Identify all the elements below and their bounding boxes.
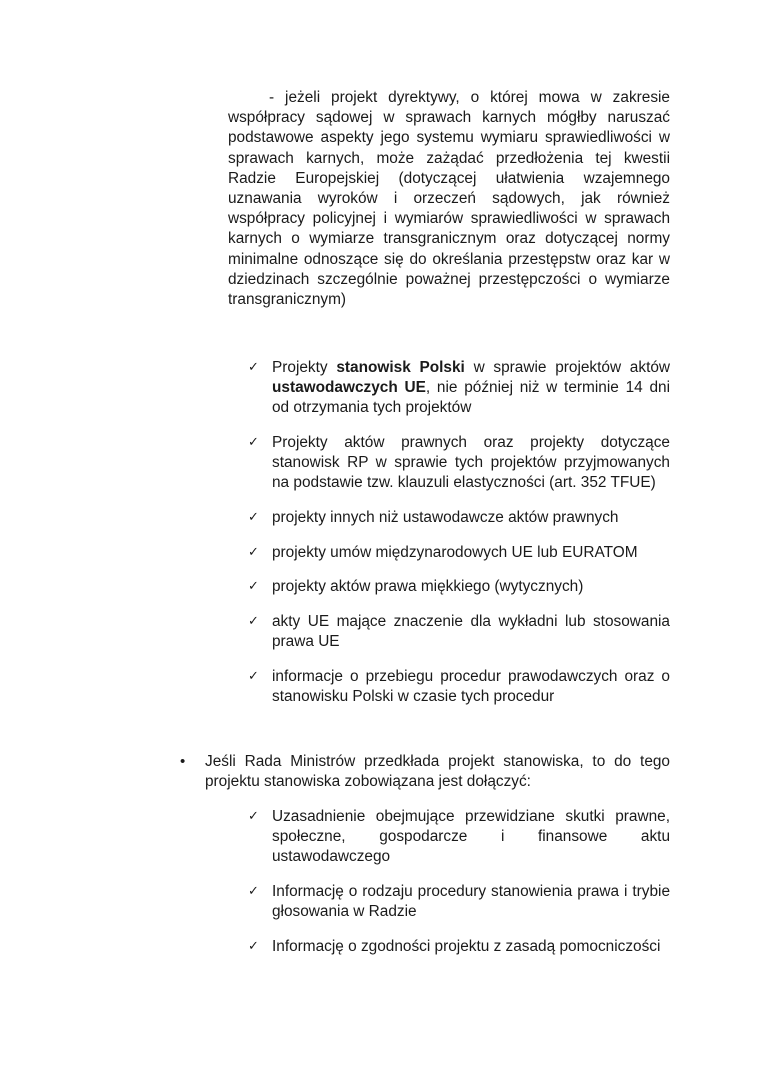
list-item: ✓ Projekty stanowisk Polski w sprawie projektów aktów ustawodawczych UE, nie później niż w terminie 14 dni od otrzymania tych projektów [248, 359, 671, 417]
checkmark-icon: ✓ [248, 544, 259, 560]
bullet-paragraph-text: Jeśli Rada Ministrów przedkłada projekt stanowiska, to do tego projektu stanowiska zobowiązana jest dołączyć: [205, 753, 670, 791]
bullet-paragraph [180, 752, 670, 792]
checkmark-icon: ✓ [248, 938, 259, 954]
attachments-list [247, 807, 670, 971]
list-item: ✓ projekty umów międzynarodowych UE lub EURATOM [248, 543, 638, 561]
checkmark-icon: ✓ [248, 884, 259, 899]
checkmark-icon: ✓ [248, 579, 259, 595]
eu-documents-list [247, 358, 670, 721]
list-item: ✓ akty UE mające znaczenie dla wykładni lub stosowania prawa UE [248, 612, 670, 650]
intro-paragraph-text: - jeżeli projekt dyrektywy, o której mowa w zakresie współpracy sądowej w sprawach karnych mógłby naruszać podstawowe aspekty jego systemu wymiaru sprawiedliwości w sprawach karnych, może zażądać przedłożenia tej kwestii Radzie Europejskiej (dotyczącej ułatwienia wzajemnego uznawania wyroków i orzeczeń sądowych, jak również współpracy policyjnej i wymiarów sprawiedliwości w sprawach karnych o wymiarze transgranicznym oraz dotyczącej normy minimalne odnoszące się do określania przestępstw oraz kar w dziedzinach szczególnie poważnej przestępczości o wymiarze transgranicznym) [228, 89, 670, 309]
bullet-icon: • [180, 753, 186, 770]
intro-paragraph [228, 88, 670, 310]
checkmark-icon: ✓ [248, 809, 259, 824]
list-item: ✓ informacje o przebiegu procedur prawodawczych oraz o stanowisku Polski w czasie tych procedur [248, 667, 670, 705]
list-item: ✓ projekty aktów prawa miękkiego (wytycznych) [248, 578, 584, 596]
list-item: ✓ Informację o rodzaju procedury stanowienia prawa i trybie głosowania w Radzie [248, 883, 670, 921]
checkmark-icon: ✓ [248, 360, 259, 375]
checkmark-icon: ✓ [248, 668, 259, 684]
list-item: ✓ Informację o zgodności projektu z zasadą pomocniczości [248, 937, 661, 955]
list-item: ✓ projekty innych niż ustawodawcze aktów prawnych [248, 509, 619, 526]
checkmark-icon: ✓ [248, 613, 259, 629]
list-item: ✓ Uzasadnienie obejmujące przewidziane skutki prawne, społeczne, gospodarcze i finansowe aktu ustawodawczego [248, 808, 670, 866]
checkmark-icon: ✓ [248, 510, 259, 525]
list-item: ✓ Projekty aktów prawnych oraz projekty dotyczące stanowisk RP w sprawie tych projektów przyjmowanych na podstawie tzw. klauzuli elastyczności (art. 352 TFUE) [248, 434, 670, 492]
checkmark-icon: ✓ [248, 435, 259, 450]
